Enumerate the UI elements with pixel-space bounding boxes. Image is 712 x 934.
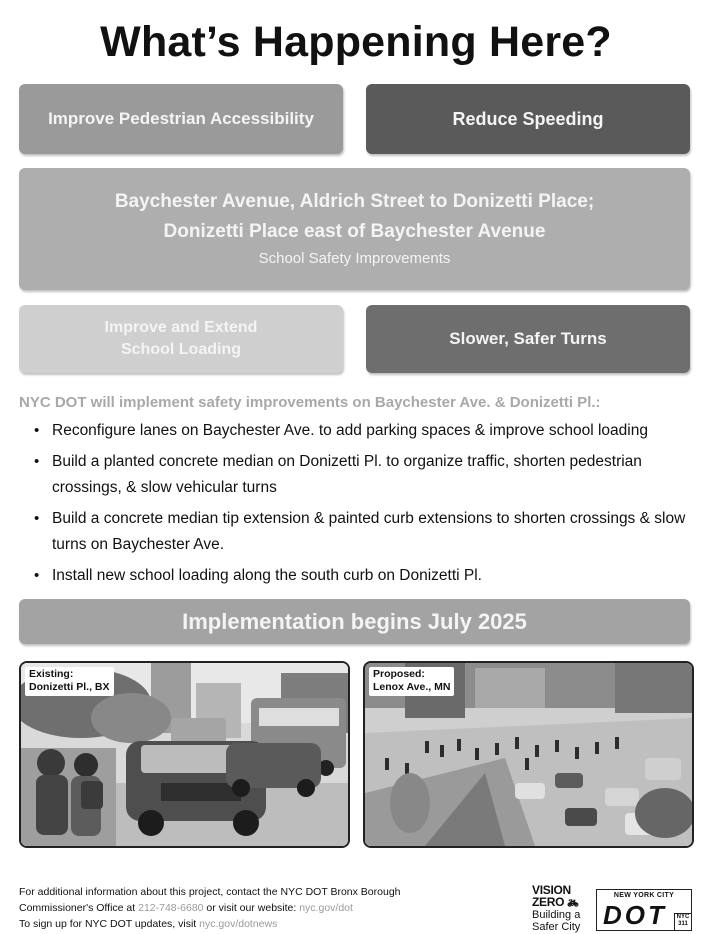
existing-photo — [19, 661, 350, 848]
list-item: • Build a concrete median tip extension & painted curb extensions to shorten crossings & slow turns on Baychester Ave. — [32, 506, 692, 558]
goal-box-speeding — [366, 84, 690, 154]
nyc-label: NEW YORK CITY — [613, 892, 675, 899]
location-line-1: Baychester Avenue, Aldrich Street to Donizetti Place; — [114, 191, 595, 212]
dot-label: DOT — [603, 900, 667, 930]
proposed-label: Proposed: — [373, 668, 425, 680]
goal-box-turns — [366, 305, 690, 373]
footer-contact — [19, 884, 439, 932]
existing-label: Existing: — [29, 668, 74, 680]
footer-line-3 — [19, 916, 439, 932]
improvements-list — [32, 418, 692, 594]
n311-line-2: 311 — [678, 921, 688, 927]
goal-label-turns: Slower, Safer Turns — [449, 329, 607, 348]
building-text: Building a — [532, 909, 581, 921]
zero-label: ZERO — [532, 895, 565, 909]
updates-link[interactable]: nyc.gov/dotnews — [199, 918, 278, 930]
page-title: What’s Happening Here? — [100, 18, 612, 66]
list-item: • Install new school loading along the south curb on Donizetti Pl. — [32, 563, 692, 589]
implementation-text: Implementation begins July 2025 — [182, 608, 527, 634]
footer-line-2 — [19, 900, 439, 916]
goal-box-loading — [19, 305, 343, 373]
implementation-banner — [19, 599, 690, 644]
proposed-photo — [363, 661, 694, 848]
proposed-caption — [369, 667, 454, 696]
zero-text — [532, 896, 592, 909]
goal-label-speeding: Reduce Speeding — [452, 108, 604, 129]
loading-line-2: School Loading — [120, 341, 241, 358]
vision-zero-logo — [532, 884, 592, 933]
n311-line-1: NYC — [676, 914, 690, 920]
safer-city-text: Safer City — [532, 921, 581, 933]
location-line-2: Donizetti Place east of Baychester Avenue — [163, 221, 546, 242]
footer-website-text: or visit our website: — [206, 902, 297, 914]
loading-line-1: Improve and Extend — [104, 319, 258, 336]
proposed-location: Lenox Ave., MN — [373, 681, 451, 693]
nyc-311-logo — [674, 913, 692, 931]
list-item: • Reconfigure lanes on Baychester Ave. to add parking spaces & improve school loading — [32, 418, 692, 444]
goal-label-pedestrian: Improve Pedestrian Accessibility — [48, 109, 314, 128]
project-location-box — [19, 168, 690, 290]
footer-signup-text: To sign up for NYC DOT updates, visit — [19, 918, 197, 930]
vision-text: VISION — [532, 883, 571, 897]
improvements-intro: NYC DOT will implement safety improvements on Baychester Ave. & Donizetti Pl.: — [19, 394, 601, 411]
list-item: • Build a planted concrete median on Donizetti Pl. to organize traffic, shorten pedestrian crossings, & slow vehicular turns — [32, 449, 692, 501]
existing-location: Donizetti Pl., BX — [29, 681, 110, 693]
location-subtitle: School Safety Improvements — [258, 250, 451, 267]
bicycle-icon: 🚲︎ — [567, 898, 579, 908]
existing-caption — [25, 667, 114, 696]
footer-line-1: For additional information about this project, contact the NYC DOT Bronx Borough — [19, 886, 401, 898]
phone-link[interactable]: 212-748-6680 — [138, 902, 204, 914]
goal-box-pedestrian — [19, 84, 343, 154]
footer-contact-text: Commissioner's Office at — [19, 902, 136, 914]
website-link[interactable]: nyc.gov/dot — [299, 902, 353, 914]
